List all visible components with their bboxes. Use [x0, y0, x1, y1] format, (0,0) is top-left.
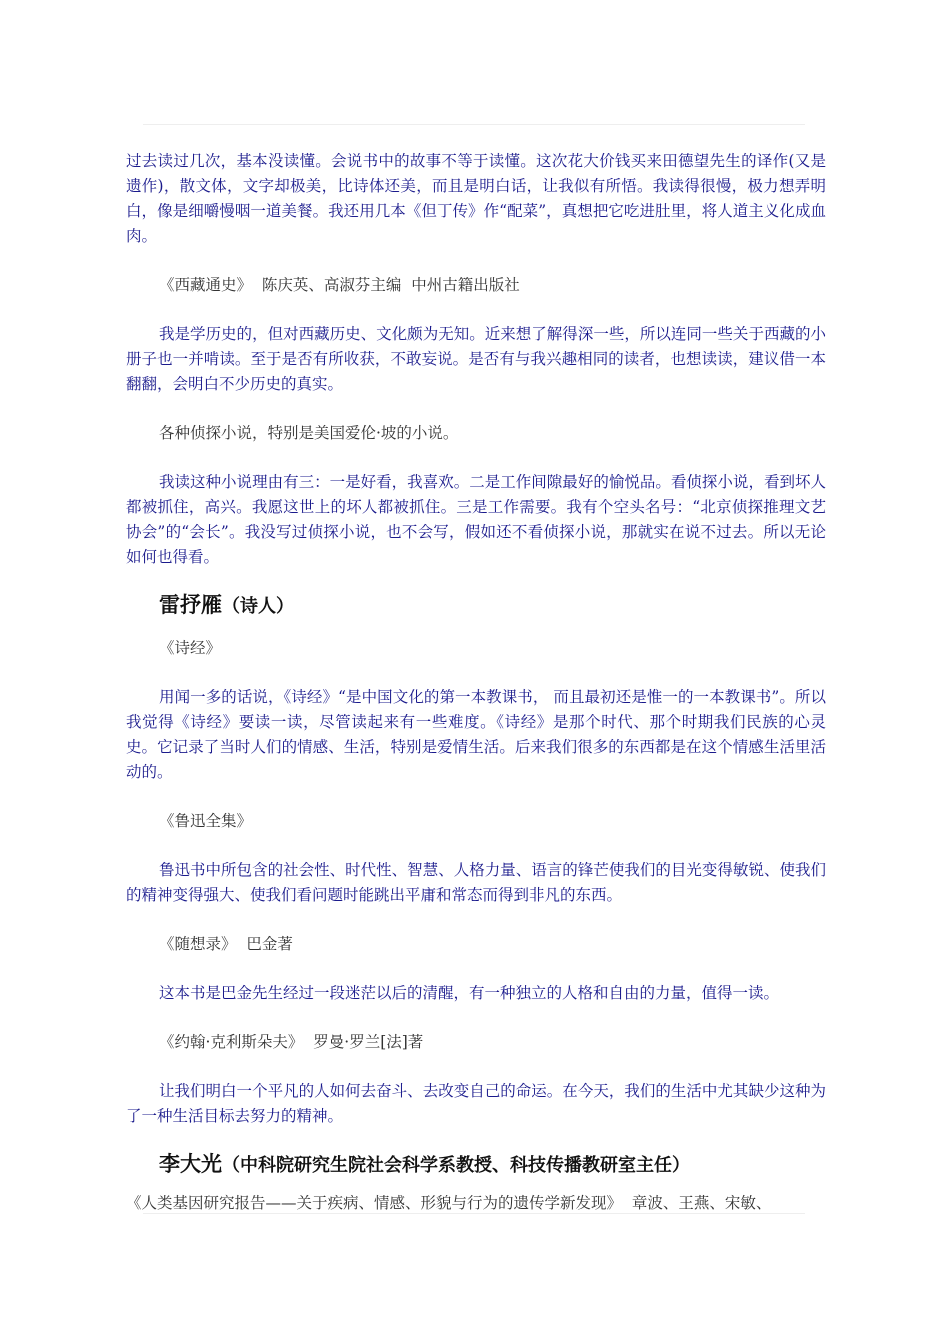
footer-rule	[143, 1213, 805, 1214]
book-title-detective-novels: 各种侦探小说，特别是美国爱伦·坡的小说。	[159, 424, 459, 442]
author-role: （诗人）	[222, 596, 294, 617]
paragraph-jean-christophe-notes: 让我们明白一个平凡的人如何去奋斗、去改变自己的命运。在今天，我们的生活中尤其缺少这种为了一种生活目标去努力的精神。	[126, 1082, 826, 1125]
book-title-human-genome-report: 《人类基因研究报告——关于疾病、情感、形貌与行为的遗传学新发现》 章波、王燕、宋敏、	[126, 1194, 772, 1212]
paragraph-shijing-notes: 用闻一多的话说，《诗经》“是中国文化的第一本教课书， 而且最初还是惟一的一本教课书”。所以我觉得《诗经》要读一读，尽管读起来有一些难度。《诗经》是那个时代、那个时期我们民族的心灵史。它记录了当时人们的情感、生活，特别是爱情生活。后来我们很多的东西都是在这个情感生活里活动的。	[126, 688, 826, 781]
author-heading-lei-shuyan	[126, 588, 826, 624]
paragraph-luxun-notes: 鲁迅书中所包含的社会性、时代性、智慧、人格力量、语言的锋芒使我们的目光变得敏锐、使我们的精神变得强大、使我们看问题时能跳出平庸和常态而得到非凡的东西。	[126, 861, 826, 904]
book-title-suixianglu: 《随想录》 巴金著	[159, 935, 293, 953]
header-rule	[143, 124, 805, 125]
author-name: 雷抒雁	[159, 592, 222, 617]
paragraph-suixianglu-notes: 这本书是巴金先生经过一段迷茫以后的清醒，有一种独立的人格和自由的力量，值得一读。	[159, 984, 780, 1002]
book-title-shijing: 《诗经》	[159, 639, 222, 657]
paragraph-detective-notes: 我读这种小说理由有三：一是好看，我喜欢。二是工作间隙最好的愉悦品。看侦探小说，看到坏人都被抓住，高兴。我愿这世上的坏人都被抓住。三是工作需要。我有个空头名号：“北京侦探推理文艺协会”的“会长”。我没写过侦探小说，也不会写，假如还不看侦探小说，那就实在说不过去。所以无论如何也得看。	[126, 473, 826, 566]
author-role: （中科院研究生院社会科学系教授、科技传播教研室主任）	[222, 1155, 690, 1176]
book-title-tibet-history: 《西藏通史》 陈庆英、高淑芬主编 中州古籍出版社	[159, 276, 520, 294]
paragraph-dante-notes: 过去读过几次，基本没读懂。会说书中的故事不等于读懂。这次花大价钱买来田德望先生的译作(又是遗作)，散文体，文字却极美，比诗体还美，而且是明白话，让我似有所悟。我读得很慢，极力想弄明白，像是细嚼慢咽一道美餐。我还用几本《但丁传》作“配菜”，真想把它吃进肚里，将人道主义化成血肉。	[126, 152, 826, 245]
paragraph-tibet-notes: 我是学历史的，但对西藏历史、文化颇为无知。近来想了解得深一些，所以连同一些关于西藏的小册子也一并啃读。至于是否有所收获，不敢妄说。是否有与我兴趣相同的读者，也想读读，建议借一本翻翻，会明白不少历史的真实。	[126, 325, 826, 393]
document-body	[126, 149, 826, 1216]
author-heading-li-daguang	[126, 1147, 826, 1183]
book-title-jean-christophe: 《约翰·克利斯朵夫》 罗曼·罗兰[法]著	[159, 1033, 424, 1051]
book-title-luxun: 《鲁迅全集》	[159, 812, 253, 830]
author-name: 李大光	[159, 1151, 222, 1176]
